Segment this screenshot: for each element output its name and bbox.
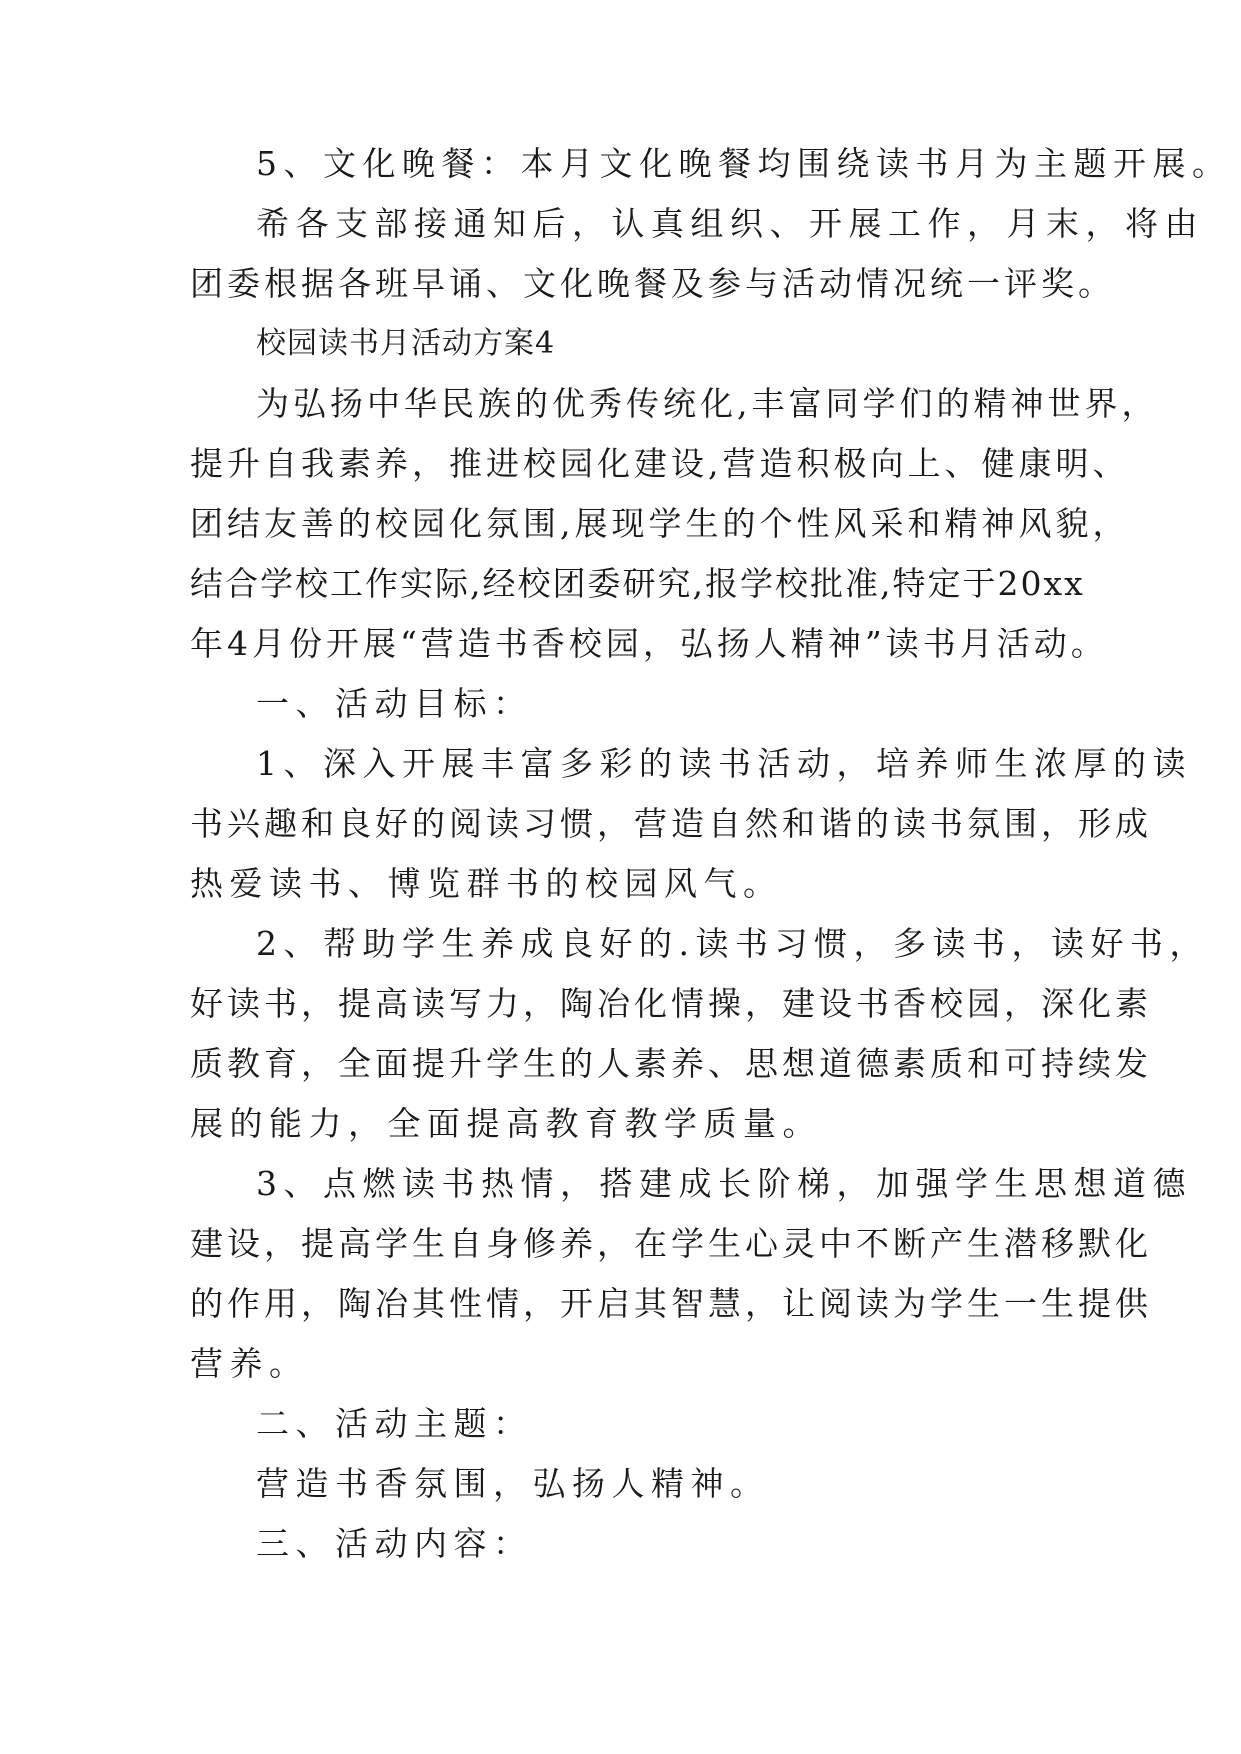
paragraph-line: 营造书香氛围，弘扬人精神。	[256, 1464, 770, 1503]
paragraph-line: 建设，提高学生自身修养，在学生心灵中不断产生潜移默化	[190, 1224, 1152, 1263]
paragraph-line: 希各支部接通知后，认真组织、开展工作，月末，将由	[256, 204, 1204, 243]
paragraph-line: 展的能力，全面提高教育教学质量。	[190, 1104, 822, 1143]
paragraph-line: 好读书，提高读写力，陶冶化情操，建设书香校园，深化素	[190, 984, 1152, 1023]
paragraph-line: 为弘扬中华民族的优秀传统化,丰富同学们的精神世界，	[256, 384, 1159, 423]
paragraph-line: 1、深入开展丰富多彩的读书活动，培养师生浓厚的读	[256, 744, 1192, 783]
section-title: 校园读书月活动方案4	[256, 326, 556, 361]
paragraph-line: 质教育，全面提升学生的人素养、思想道德素质和可持续发	[190, 1044, 1152, 1083]
paragraph-line: 2、帮助学生养成良好的.读书习惯，多读书，读好书，	[256, 924, 1209, 963]
paragraph-line: 团委根据各班早诵、文化晚餐及参与活动情况统一评奖。	[190, 264, 1115, 303]
paragraph-line: 团结友善的校园化氛围,展现学生的个性风采和精神风貌，	[190, 504, 1130, 543]
paragraph-line: 提升自我素养，推进校园化建设,营造积极向上、健康明、	[190, 444, 1130, 483]
paragraph-line: 结合学校工作实际,经校团委研究,报学校批准,特定于20xx	[190, 564, 1085, 603]
paragraph-line: 3、点燃读书热情，搭建成长阶梯，加强学生思想道德	[256, 1164, 1192, 1203]
section-heading: 二、活动主题：	[256, 1404, 533, 1443]
paragraph-line: 的作用，陶冶其性情，开启其智慧，让阅读为学生一生提供	[190, 1284, 1152, 1323]
paragraph-line: 营养。	[190, 1344, 309, 1383]
section-heading: 三、活动内容：	[256, 1524, 533, 1563]
paragraph-line: 书兴趣和良好的阅读习惯，营造自然和谐的读书氛围，形成	[190, 804, 1152, 843]
section-heading: 一、活动目标：	[256, 684, 533, 723]
paragraph-line: 热爱读书、博览群书的校园风气。	[190, 864, 783, 903]
paragraph-line: 年4月份开展“营造书香校园，弘扬人精神”读书月活动。	[190, 624, 1108, 663]
paragraph-line: 5、文化晚餐：本月文化晚餐均围绕读书月为主题开展。	[256, 144, 1232, 183]
